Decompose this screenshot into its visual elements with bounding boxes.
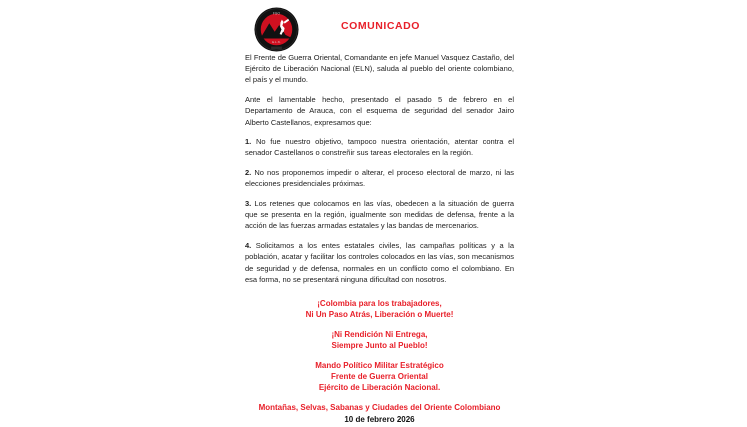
- slogan-line-1b: Ni Un Paso Atrás, Liberación o Muerte!: [305, 310, 454, 320]
- document-header: [245, 0, 514, 52]
- paragraph-text: No nos proponemos impedir o alterar, el proceso electoral de marzo, ni las elecciones presidenciales próximas.: [245, 168, 514, 189]
- signoff-section: [245, 360, 514, 394]
- footer-location: Montañas, Selvas, Sabanas y Ciudades del Oriente Colombiano: [258, 403, 501, 413]
- svg-text:FGO: FGO: [272, 11, 281, 16]
- slogan-line-2a: ¡Ni Rendición Ni Entrega,: [331, 329, 428, 339]
- eln-circular-emblem-icon: [254, 7, 299, 52]
- paragraph-context: [245, 94, 514, 128]
- signoff-line-1: Mando Político Militar Estratégico: [315, 360, 444, 370]
- signoff-line-2: Frente de Guerra Oriental: [331, 371, 428, 381]
- paragraph-number: 2.: [245, 168, 252, 178]
- paragraph-text: Los retenes que colocamos en las vías, obedecen a la situación de guerra que se presenta en la región, igualmente son medidas de defensa, frente a la acción de las fuerzas armadas estatales y las bandas de mercenarios.: [245, 199, 514, 231]
- page-title: COMUNICADO: [341, 20, 420, 32]
- paragraph-item-1: [245, 136, 514, 158]
- slogan-group-1: [245, 298, 514, 320]
- paragraph-number: 1.: [245, 137, 252, 147]
- paragraph-number: 3.: [245, 199, 252, 209]
- slogan-group-2: [245, 329, 514, 351]
- footer-date: 10 de febrero 2026: [344, 414, 415, 424]
- document-body-column: [245, 0, 514, 425]
- paragraph-text: Ante el lamentable hecho, presentado el pasado 5 de febrero en el Departamento de Arauca, con el esquema de seguridad del senador Jairo Alberto Castellanos, expresamos que:: [245, 95, 514, 127]
- paragraph-text: No fue nuestro objetivo, tampoco nuestra orientación, atentar contra el senador Castellanos o constreñir sus tareas electorales en la región.: [245, 137, 514, 158]
- signoff-line-3: Ejército de Liberación Nacional.: [318, 383, 441, 393]
- paragraph-intro: [245, 52, 514, 86]
- paragraph-item-2: [245, 167, 514, 189]
- paragraph-text: El Frente de Guerra Oriental, Comandante en jefe Manuel Vasquez Castaño, del Ejército de Liberación Nacional (ELN), saluda al pueblo del oriente colombiano, el país y el mundo.: [245, 53, 514, 85]
- paragraph-item-4: [245, 240, 514, 285]
- slogans-section: [245, 298, 514, 351]
- svg-text:E.L.N.: E.L.N.: [272, 41, 281, 45]
- slogan-line-1a: ¡Colombia para los trabajadores,: [317, 298, 442, 308]
- paragraph-number: 4.: [245, 241, 252, 251]
- paragraph-item-3: [245, 198, 514, 232]
- slogan-line-2b: Siempre Junto al Pueblo!: [331, 341, 428, 351]
- footer-section: [245, 402, 514, 425]
- paragraph-text: Solicitamos a los entes estatales civiles, las campañas políticas y a la población, acatar y facilitar los controles colocados en las vías, son mecanismos de seguridad y de defensa, normales en un conflicto como el colombiano. En esa forma, no se presentará ninguna dificultad con nosotros.: [245, 241, 514, 284]
